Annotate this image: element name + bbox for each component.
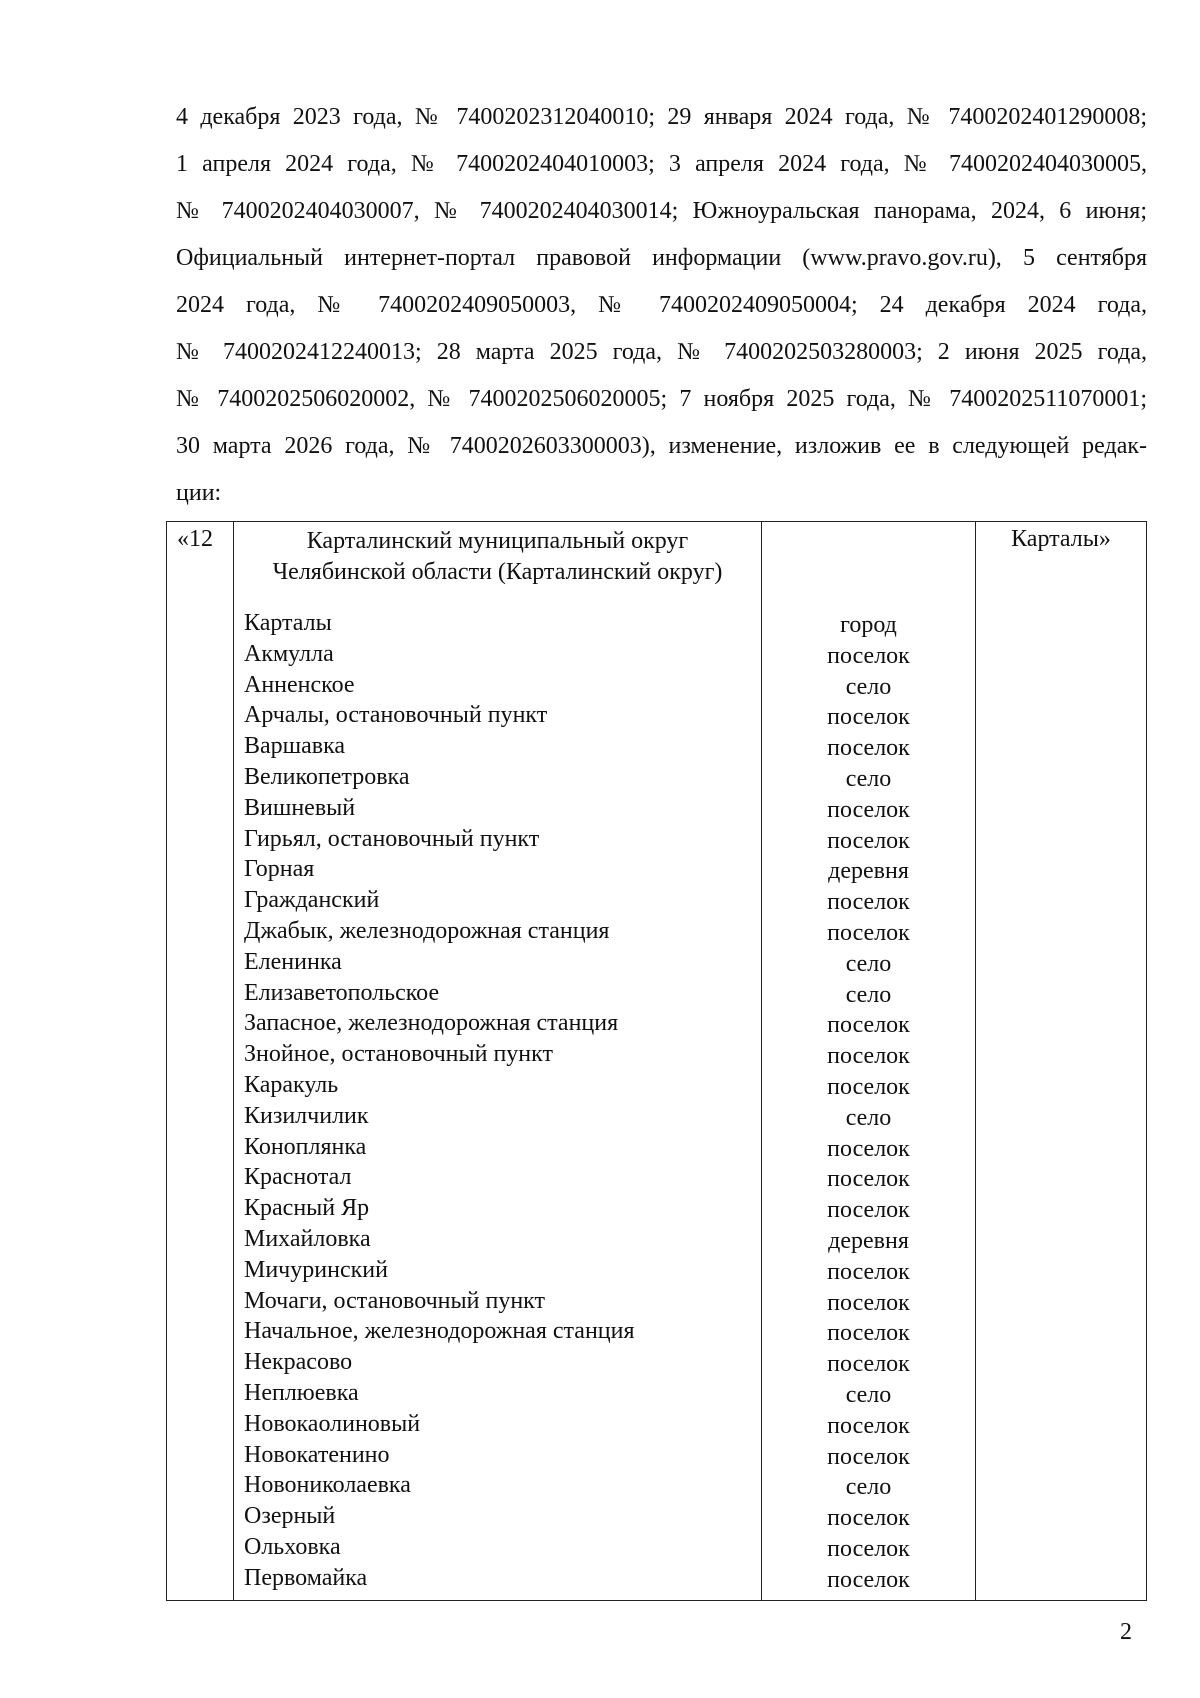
settlement-name: Новониколаевка (244, 1472, 411, 1499)
settlement-type: поселок (827, 1012, 910, 1039)
settlement-names-list (234, 588, 761, 1598)
intro-line: Официальный интернет-портал правовой информации (www.pravo.gov.ru), 5 сентября (176, 245, 1147, 271)
table-row (167, 522, 1147, 1601)
settlement-type: поселок (827, 827, 910, 854)
settlement-name: Горная (244, 856, 315, 883)
settlement-type: поселок (827, 1135, 910, 1162)
settlement-name: Коноплянка (244, 1133, 367, 1160)
settlement-names-cell (234, 522, 762, 1601)
settlement-type: поселок (827, 1320, 910, 1347)
settlement-type: поселок (827, 1535, 910, 1562)
settlement-name: Гражданский (244, 887, 380, 914)
settlement-name: Арчалы, остановочный пункт (244, 702, 548, 729)
settlement-name: Акмулла (244, 640, 334, 667)
page-number: 2 (1120, 1619, 1132, 1645)
intro-line: 1 апреля 2024 года, № 7400202404010003; 3 апреля 2024 года, № 7400202404030005, (176, 151, 1147, 177)
settlement-name: Гирьял, остановочный пункт (244, 825, 540, 852)
settlement-name: Начальное, железнодорожная станция (244, 1318, 635, 1345)
intro-line: ции: (176, 480, 222, 506)
settlement-type: поселок (827, 1043, 910, 1070)
settlement-types-list (762, 588, 975, 1600)
row-number: «12 (177, 526, 213, 552)
settlement-type: поселок (827, 919, 910, 946)
district-name (234, 522, 761, 588)
settlement-type: село (845, 1474, 892, 1501)
district-name-line: Челябинской области (Карталинский округ) (272, 559, 723, 585)
settlement-name: Некрасово (244, 1349, 353, 1376)
settlement-type: поселок (827, 1412, 910, 1439)
settlement-name: Мичуринский (244, 1256, 388, 1283)
settlement-name: Анненское (244, 671, 355, 698)
settlement-type: поселок (827, 642, 910, 669)
settlement-type: поселок (827, 1443, 910, 1470)
settlement-name: Каракуль (244, 1071, 339, 1098)
settlement-type: поселок (827, 1258, 910, 1285)
settlement-name: Варшавка (244, 733, 346, 760)
settlement-name: Михайловка (244, 1225, 371, 1252)
settlement-type: деревня (828, 1227, 909, 1254)
settlements-table (166, 521, 1147, 1601)
settlement-type: деревня (828, 858, 909, 885)
settlement-type: поселок (827, 1197, 910, 1224)
settlement-name: Ольховка (244, 1533, 341, 1560)
intro-line: 30 марта 2026 года, № 7400202603300003), изменение, изложив ее в следующей редак- (176, 433, 1147, 459)
settlement-name: Неплюевка (244, 1379, 359, 1406)
intro-line: 2024 года, № 7400202409050003, № 7400202409050004; 24 декабря 2024 года, (176, 292, 1147, 318)
settlement-name: Елизаветопольское (244, 979, 440, 1006)
district-name-line: Карталинский муниципальный округ (306, 528, 689, 554)
row-number-cell (167, 522, 234, 1601)
settlement-name: Мочаги, остановочный пункт (244, 1287, 546, 1314)
settlement-type: село (845, 673, 892, 700)
settlement-name: Красный Яр (244, 1195, 370, 1222)
admin-center-cell (976, 522, 1147, 1601)
settlement-name: Джабык, железнодорожная станция (244, 917, 610, 944)
settlement-name: Карталы (244, 610, 332, 636)
settlement-type: село (845, 765, 892, 792)
settlement-type: поселок (827, 735, 910, 762)
settlement-type: город (840, 612, 897, 638)
settlement-name: Великопетровка (244, 763, 410, 790)
settlement-type: село (845, 1381, 892, 1408)
settlement-type: поселок (827, 1505, 910, 1532)
settlement-name: Краснотал (244, 1164, 352, 1191)
settlement-name: Кизилчилик (244, 1102, 369, 1129)
settlement-type: поселок (827, 889, 910, 916)
settlement-type: поселок (827, 1166, 910, 1193)
intro-line: № 7400202404030007, № 7400202404030014; Южноуральская панорама, 2024, 6 июня; (176, 198, 1147, 224)
admin-center: Карталы» (1011, 526, 1111, 552)
settlement-type: поселок (827, 1289, 910, 1316)
types-header-spacer (762, 522, 975, 588)
settlement-type: село (845, 1104, 892, 1131)
settlement-type: поселок (827, 1566, 910, 1593)
settlement-type: поселок (827, 704, 910, 731)
settlement-name: Запасное, железнодорожная станция (244, 1010, 619, 1037)
settlement-name: Вишневый (244, 794, 356, 821)
settlement-type: село (845, 981, 892, 1008)
settlement-type: поселок (827, 1073, 910, 1100)
settlement-type: поселок (827, 1351, 910, 1378)
settlement-types-cell (762, 522, 976, 1601)
intro-line: 4 декабря 2023 года, № 7400202312040010; 29 января 2024 года, № 7400202401290008; (176, 104, 1147, 130)
settlement-name: Знойное, остановочный пункт (244, 1041, 553, 1068)
intro-line: № 7400202506020002, № 7400202506020005; 7 ноября 2025 года, № 7400202511070001; (176, 386, 1147, 412)
settlement-name: Новокатенино (244, 1441, 390, 1468)
settlement-name: Первомайка (244, 1564, 368, 1591)
settlement-type: поселок (827, 796, 910, 823)
settlement-name: Озерный (244, 1503, 336, 1530)
settlement-name: Новокаолиновый (244, 1410, 421, 1437)
settlement-type: село (845, 950, 892, 977)
settlement-name: Еленинка (244, 948, 342, 975)
intro-paragraph (176, 94, 1147, 517)
intro-line: № 7400202412240013; 28 марта 2025 года, № 7400202503280003; 2 июня 2025 года, (176, 339, 1147, 365)
